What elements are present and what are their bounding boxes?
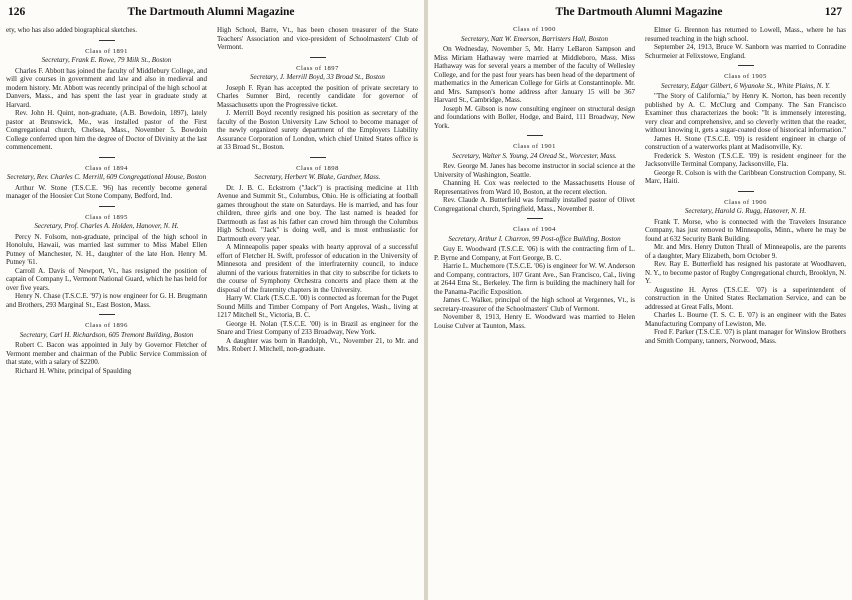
secretary-line: Secretary, Carl H. Richardson, 605 Tremont Building, Boston	[19, 330, 194, 339]
news-paragraph: Mr. and Mrs. Henry Dutton Thrall of Minneapolis, are the parents of a daughter, Mary Elizabeth, born October 9.	[645, 243, 846, 260]
text-column	[434, 26, 635, 596]
section-rule	[99, 314, 115, 315]
section-rule	[99, 40, 115, 41]
section-rule	[310, 57, 326, 58]
left-page-columns	[6, 26, 418, 596]
news-paragraph: Joseph M. Gibson is now consulting engineer on structural design and foundations with Boller, Hodge, and Baird, 111 Broadway, New York.	[434, 104, 635, 130]
page-number: 126	[8, 6, 26, 18]
secretary-line: Secretary, Walter S. Young, 24 Oread St., Worcester, Mass.	[452, 151, 617, 160]
running-title: The Dartmouth Alumni Magazine	[127, 6, 295, 18]
news-paragraph: Channing H. Cox was reelected to the Massachusetts House of Representatives from Ward 10, Boston, at the recent election.	[434, 179, 635, 196]
news-paragraph: Rev. Ray E. Butterfield has resigned his pastorate at Woodhaven, N. Y., to become pastor of Rugby Congregational church, Brooklyn, N. Y.	[645, 260, 846, 285]
secretary-line: Secretary, Edgar Gilbert, 6 Wyanoke St., White Plains, N. Y.	[660, 81, 831, 90]
news-paragraph: A daughter was born in Randolph, Vt., November 21, to Mr. and Mrs. Robert J. Mitchell, non-graduate.	[217, 336, 418, 353]
secretary-line: Secretary, Harold G. Rugg, Hanover, N. H.	[684, 207, 807, 215]
class-heading: Class of 1898	[296, 164, 339, 172]
page-number: 127	[824, 6, 842, 18]
news-paragraph: ety, who has also added biographical sketches.	[6, 26, 138, 34]
secretary-line: Secretary, Herbert W. Blake, Gardner, Mass.	[254, 173, 381, 181]
news-paragraph: Fred F. Parker (T.S.C.E. '07) is plant manager for Winslow Brothers and Smith Company, tanners, Norwood, Mass.	[645, 328, 846, 345]
class-heading: Class of 1896	[85, 322, 128, 329]
news-paragraph: George H. Nolan (T.S.C.E. '00) is in Brazil as engineer for the Snare and Triest Company of 233 Broadway, New York.	[217, 319, 418, 336]
left-page-header	[6, 6, 416, 22]
right-page-header	[434, 6, 844, 22]
news-paragraph: November 8, 1913, Henry E. Woodward was married to Helen Louise Culver at Taunton, Mass.	[434, 313, 635, 330]
secretary-line: Secretary, Prof. Charles A. Holden, Hanover, N. H.	[34, 222, 179, 230]
news-paragraph: Rev. George M. Janes has become instructor in social science at the University of Washington, Seattle.	[434, 162, 635, 179]
section-rule	[310, 157, 326, 158]
news-paragraph: Henry N. Chase (T.S.C.E. '97) is now engineer for G. H. Brugmann and Brothers, 293 Marginal St., East Boston, Mass.	[6, 292, 207, 309]
news-paragraph: Arthur W. Stone (T.S.C.E. '96) has recently become general manager of the Hoosier Cut Stone Company, Bedford, Ind.	[6, 183, 207, 200]
news-paragraph: Percy N. Folsom, non-graduate, principal of the high school in Honolulu, Hawaii, was married last summer to Miss Mabel Ellen Putney of Manchester, N. H., daughter of the late Hon. Henry M. Putney '61.	[6, 232, 207, 266]
news-paragraph: Harrie L. Muchemore (T.S.C.E. '06) is engineer for W. W. Anderson and Company, contractors, 107 Grant Ave., San Francisco, Cal., living at 2644 Etna St., Berkeley. The firm is building the machinery hall for the Panama-Pacific Exposition.	[434, 262, 635, 296]
news-paragraph: High School, Barre, Vt., has been chosen treasurer of the State Teachers' Association and vice-president of Schoolmasters' Club of Vermont.	[217, 26, 418, 51]
news-paragraph: "The Story of California," by Henry K. Norton, has been recently published by A. C. McClurg and Company. The San Francisco Examiner thus characterizes the book: "It is immensely interesting, very clear and comprehensive, and so cleverly written that the reader, without knowing it, gets a sugar-coated dose of historical information."	[645, 92, 846, 134]
class-heading: Class of 1906	[724, 198, 767, 206]
class-heading: Class of 1901	[513, 143, 556, 150]
news-paragraph: Harry W. Clark (T.S.C.E. '00) is connected as foreman for the Puget Sound Mills and Timber Company of Port Angeles, Wash., living at 1217 Mitchell St., Victoria, B. C.	[217, 294, 418, 319]
class-heading: Class of 1895	[85, 213, 128, 221]
text-column	[217, 26, 418, 596]
class-heading: Class of 1900	[513, 26, 556, 33]
news-paragraph: James H. Stone (T.S.C.E. '09) is resident engineer in charge of construction of a waterworks plant at Madisonville, Ky.	[645, 134, 846, 151]
class-heading: Class of 1891	[85, 47, 128, 55]
class-heading: Class of 1904	[513, 226, 556, 233]
news-paragraph: Augustine H. Ayres (T.S.C.E. '07) is a superintendent of construction in the United States Reclamation Service, and can be addressed at Great Falls, Mont.	[645, 285, 846, 311]
news-paragraph: James C. Walker, principal of the high school at Vergennes, Vt., is secretary-treasurer of the Schoolmasters' Club of Vermont.	[434, 296, 635, 313]
news-paragraph: September 24, 1913, Bruce W. Sanborn was married to Conradine Schurmeier at Felixstowe, England.	[645, 43, 846, 60]
news-paragraph: Charles F. Abbott has joined the faculty of Middlebury College, and will give courses in government and law and also in medieval and modern history. Mr. Abbott was recently principal of the high school at Danvers, Mass., and has spent the last year in graduate study at Harvard.	[6, 66, 207, 109]
news-paragraph: Charles L. Bourne (T. S. C. E. '07) is an engineer with the Bates Manufacturing Company of Lewiston, Me.	[645, 311, 846, 328]
news-paragraph: Frank T. Morse, who is connected with the Travelers Insurance Company, has just removed to Minneapolis, Minn., where he may be found at 632 Security Bank Building.	[645, 217, 846, 243]
news-paragraph: George R. Colson is with the Caribbean Construction Company, St. Marc, Haiti.	[645, 168, 846, 185]
news-paragraph: Joseph F. Ryan has accepted the position of private secretary to Charles Sumner Bird, recently candidate for governor of Massachusetts upon the Progressive ticket.	[217, 83, 418, 109]
news-paragraph: Elmer G. Brennon has returned to Lowell, Mass., where he has resumed teaching in the high school.	[645, 26, 846, 43]
secretary-line: Secretary, Natt W. Emerson, Barristers Hall, Boston	[460, 34, 609, 43]
news-paragraph: J. Merrill Boyd recently resigned his position as secretary of the faculty of the Boston University Law School to become manager of the newly organized surety department of the Employers Liability Assurance Corporation of London, which chief United States office is at 33 Broad St., Boston.	[217, 109, 418, 151]
secretary-line: Secretary, J. Merrill Boyd, 33 Broad St., Boston	[250, 73, 385, 81]
news-paragraph: Richard H. White, principal of Spaulding	[15, 366, 132, 375]
news-paragraph: Rev. John H. Quint, non-graduate, (A.B. Bowdoin, 1897), lately pastor at Brunswick, Me., was installed pastor of the First Congregational church, Chelsea, Mass., November 5. Bowdoin College conferred upon him the degree of Doctor of Divinity at the last commencement.	[6, 109, 207, 151]
news-paragraph: On Wednesday, November 5, Mr. Harry LeBaron Sampson and Miss Miriam Hathaway were married at Middleboro, Mass. Miss Hathaway was for several years a member of the faculty of Wellesley College, and for the past four years has been head of the department of mathematics in the American College for Girls at Constantinople. Mr. and Mrs. Sampson's home address after January 15 will be 367 Harvard St., Cambridge, Mass.	[434, 45, 635, 104]
secretary-line: Secretary, Arthur I. Charron, 99 Post-office Building, Boston	[448, 234, 621, 243]
secretary-line: Secretary, Frank E. Rowe, 79 Milk St., Boston	[41, 56, 172, 64]
section-rule	[738, 191, 754, 192]
class-heading: Class of 1905	[724, 73, 767, 80]
class-heading: Class of 1894	[85, 164, 128, 172]
news-paragraph: Carroll A. Davis of Newport, Vt., has resigned the position of captain of Company L, Vermont National Guard, which he has held for over five years.	[6, 266, 207, 292]
running-title: The Dartmouth Alumni Magazine	[555, 6, 723, 18]
section-rule	[738, 65, 754, 66]
news-paragraph: Dr. J. B. C. Eckstrom ("Jack") is practising medicine at 11th Avenue and Summit St., Columbus, Ohio. He is officiating at football games throughout the state on Saturdays. He is married, and has four children, three girls and one boy. The last named is headed for Dartmouth as fast as his father can crowd him through the Columbus High School. "Jack" is doing well, and is most enthusiastic for Dartmouth every year.	[217, 183, 418, 243]
class-heading: Class of 1897	[296, 64, 339, 72]
news-paragraph: Guy E. Woodward (T.S.C.E. '06) is with the contracting firm of L. P. Byrne and Company, at Fort George, B. C.	[434, 245, 635, 262]
news-paragraph: Robert C. Bacon was appointed in July by Governor Fletcher of Vermont member and chairman of the Public Service Commission of that state, with a salary of $2200.	[6, 341, 207, 366]
news-paragraph: Frederick S. Weston (T.S.C.E. '09) is resident engineer for the Jacksonville Terminal Company, Jacksonville, Fla.	[645, 151, 846, 168]
news-paragraph: A Minneapolis paper speaks with hearty approval of a successful effort of Fletcher H. Swift, professor of education in the University of Minnesota and president of the interfraternity council, to induce alumni of the various fraternities in that city to subscribe for tickets to the course of Symphony Orchestra concerts and place them at the disposal of the fraternity chapters in the University.	[217, 243, 418, 294]
right-page-columns	[434, 26, 846, 596]
text-column	[6, 26, 207, 596]
left-page	[0, 0, 424, 600]
news-paragraph: Rev. Claude A. Butterfield was formally installed pastor of Olivet Congregational church, Springfield, Mass., November 8.	[434, 196, 635, 213]
section-rule	[527, 135, 543, 136]
section-rule	[527, 218, 543, 219]
right-page	[428, 0, 852, 600]
section-rule	[99, 157, 115, 158]
section-rule	[99, 206, 115, 207]
secretary-line: Secretary, Rev. Charles C. Merrill, 609 Congregational House, Boston	[6, 173, 207, 181]
text-column	[645, 26, 846, 596]
